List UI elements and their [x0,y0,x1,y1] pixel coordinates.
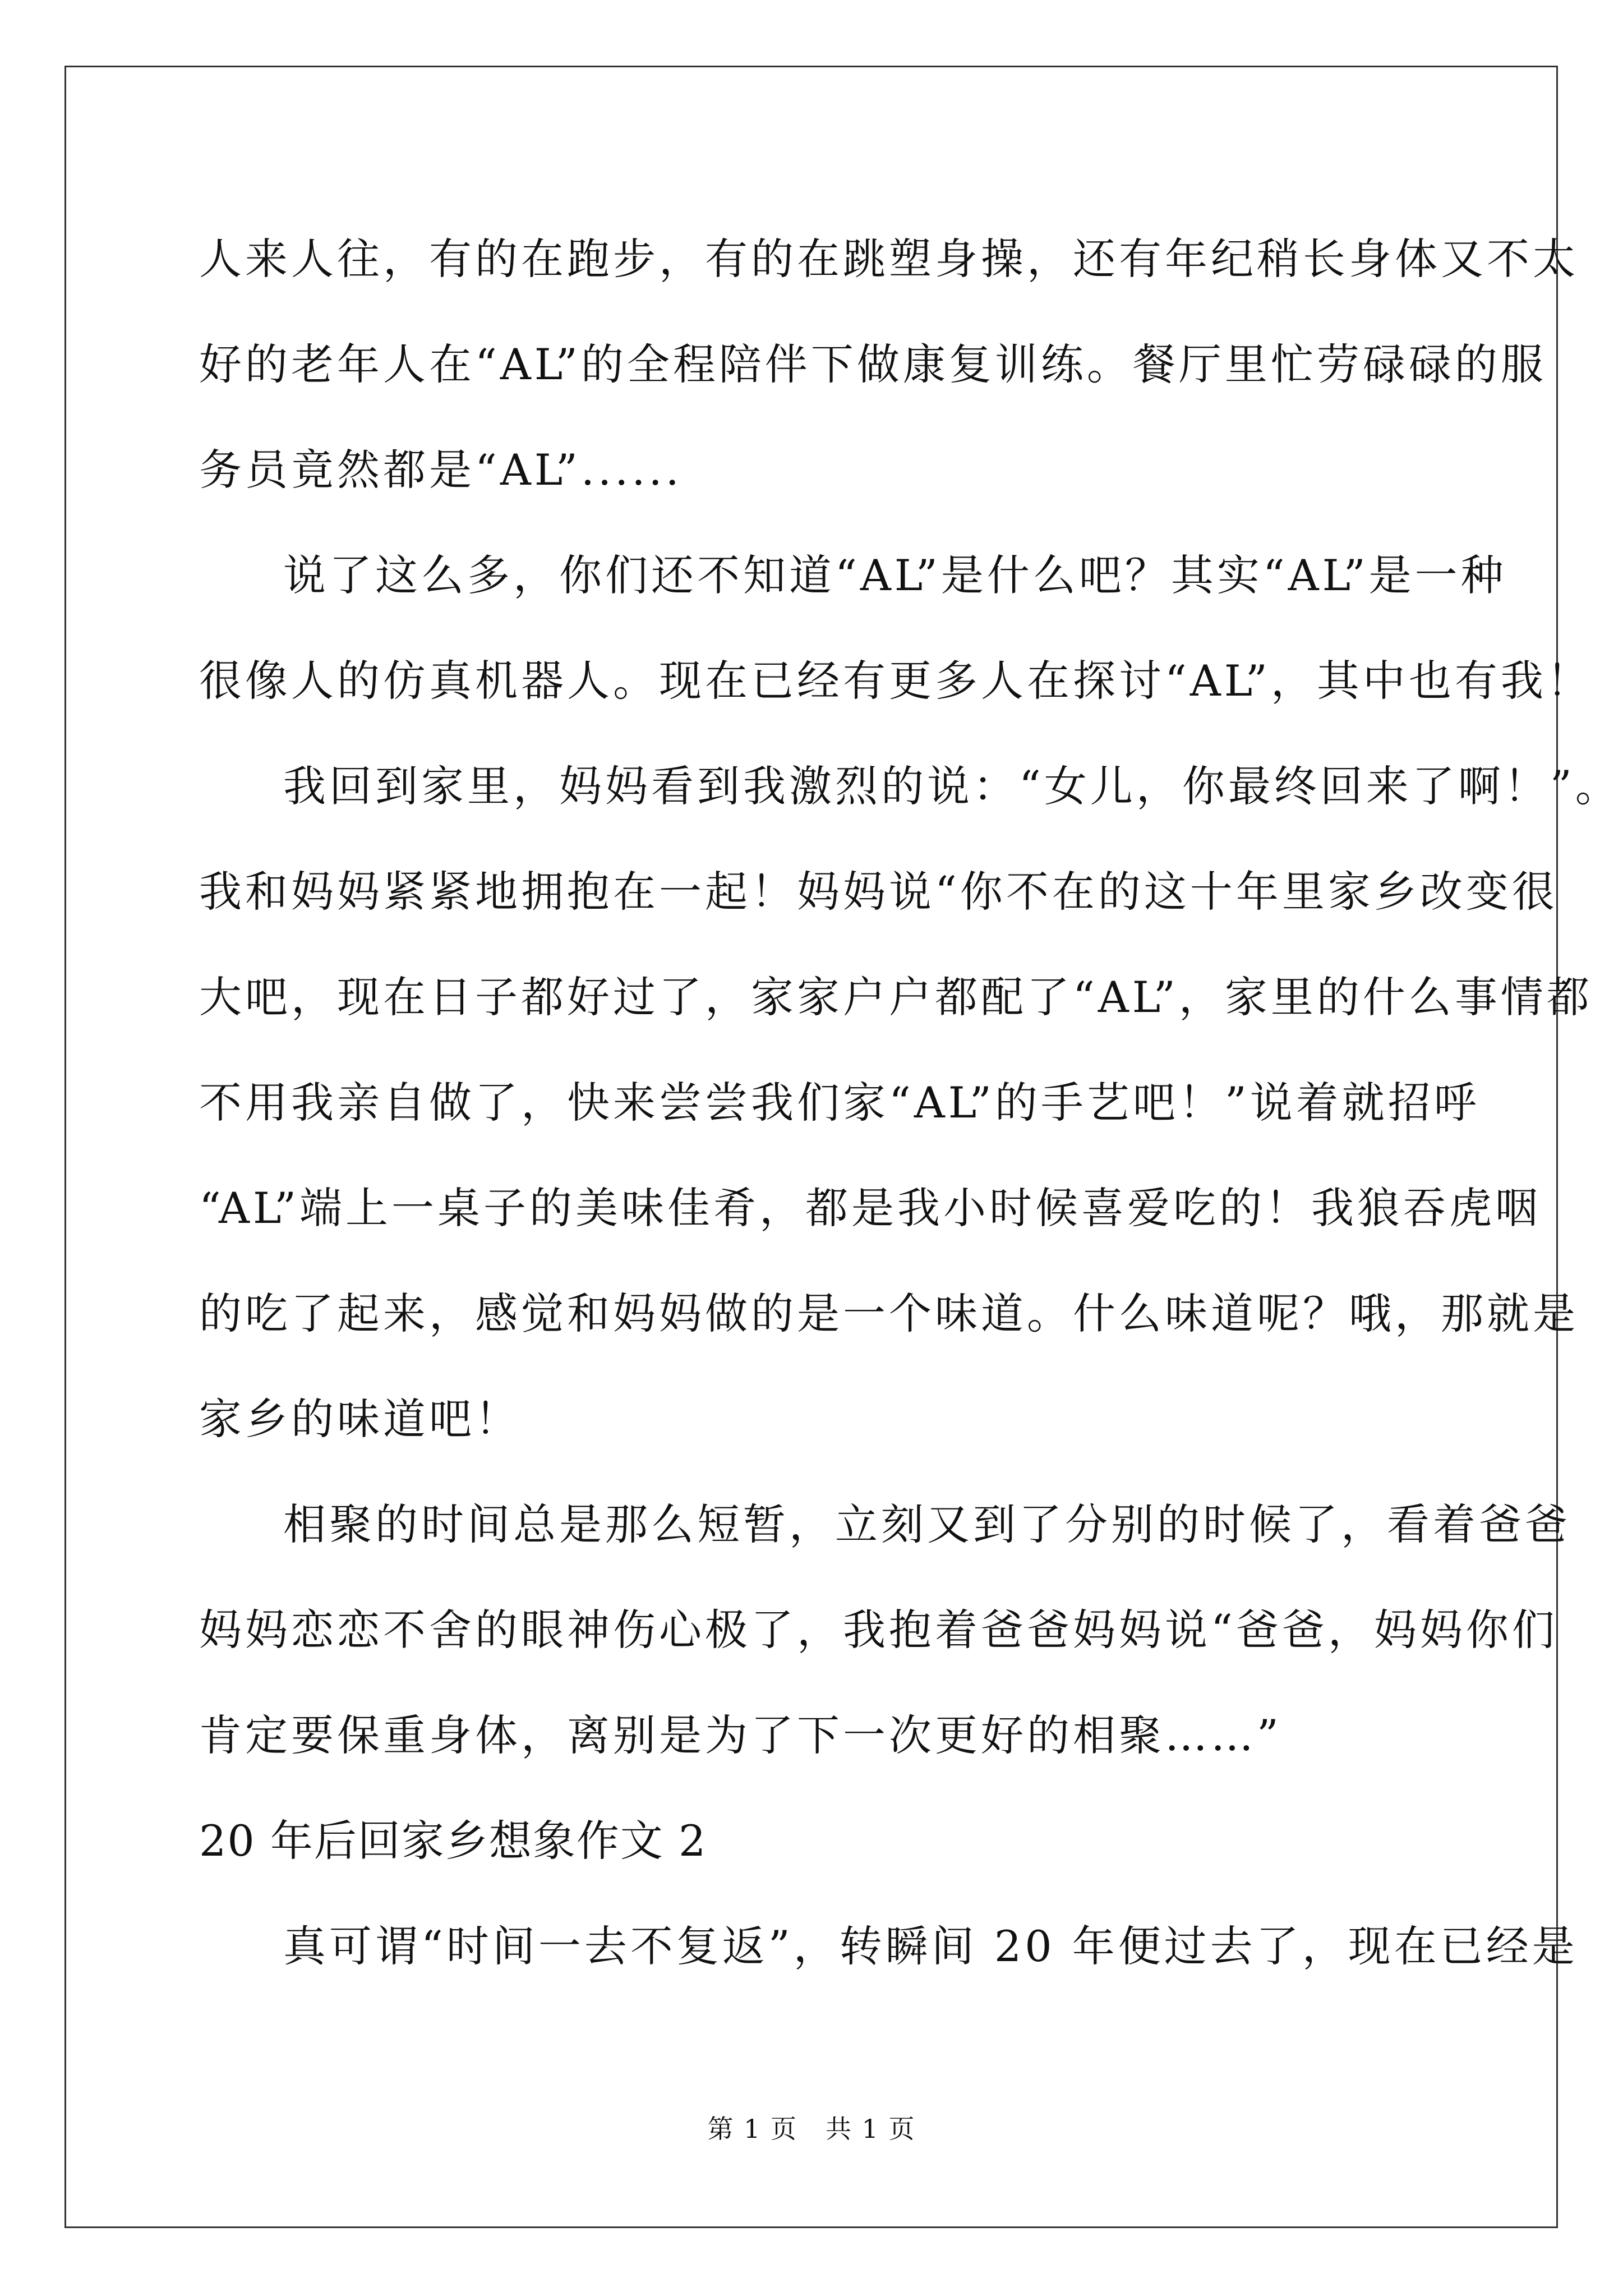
text-line: 我和妈妈紧紧地拥抱在一起！妈妈说“你不在的这十年里家乡改变很 [199,867,1558,917]
paragraph-start-line: 说了这么多，你们还不知道“AL”是什么吧？其实“AL”是一种 [283,550,1507,600]
section-heading: 20 年后回家乡想象作文 2 [199,1816,707,1866]
page-number: 第 1 页 [707,2114,797,2144]
text-line: “AL”端上一桌子的美味佳肴，都是我小时候喜爱吃的！我狼吞虎咽 [199,1183,1542,1233]
text-line: 不用我亲自做了，快来尝尝我们家“AL”的手艺吧！”说着就招呼 [199,1078,1480,1128]
text-line: 肯定要保重身体，离别是为了下一次更好的相聚……” [199,1710,1282,1760]
document-body [199,206,1621,1999]
page-footer [0,2112,1623,2146]
text-line: 家乡的味道吧！ [199,1394,521,1444]
paragraph-start-line: 真可谓“时间一去不复返”，转瞬间 20 年便过去了，现在已经是 [283,1921,1578,1971]
text-line: 好的老年人在“AL”的全程陪伴下做康复训练。餐厅里忙劳碌碌的服 [199,339,1547,389]
text-line: 大吧，现在日子都好过了，家家户户都配了“AL”，家里的什么事情都 [199,972,1593,1022]
text-line: 妈妈恋恋不舍的眼神伤心极了，我抱着爸爸妈妈说“爸爸，妈妈你们 [199,1605,1558,1655]
paragraph-start-line: 我回到家里，妈妈看到我激烈的说：“女儿，你最终回来了啊！”。 [283,761,1621,811]
paragraph-start-line: 相聚的时间总是那么短暂，立刻又到了分别的时候了，看着爸爸 [283,1499,1571,1549]
text-line: 务员竟然都是“AL”...... [199,445,683,495]
text-line: 很像人的仿真机器人。现在已经有更多人在探讨“AL”，其中也有我！ [199,656,1593,706]
text-line: 人来人往，有的在跑步，有的在跳塑身操，还有年纪稍长身体又不太 [199,234,1579,284]
text-line: 的吃了起来，感觉和妈妈做的是一个味道。什么味道呢？哦，那就是 [199,1289,1579,1338]
page-total: 共 1 页 [826,2114,916,2144]
